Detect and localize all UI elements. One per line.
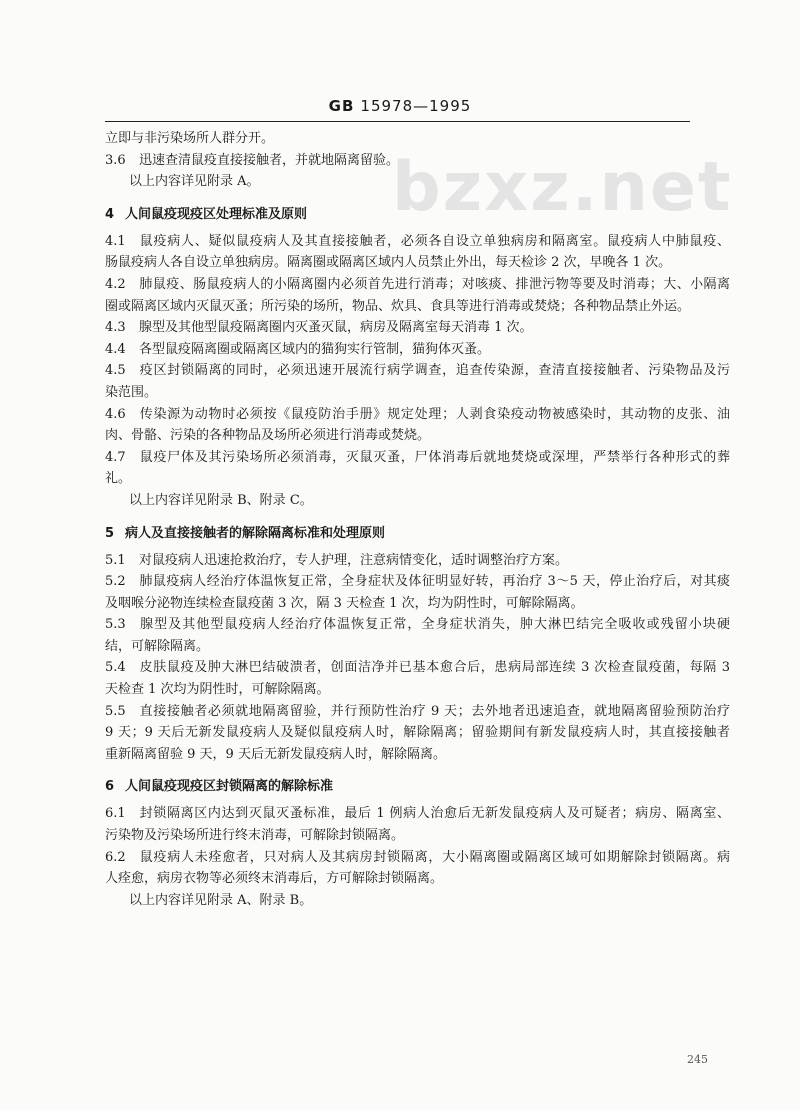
clause-number: 4.5: [105, 363, 126, 379]
clause-text: 各型鼠疫隔离圈或隔离区域内的猫狗实行管制，猫狗体灭蚤。: [139, 341, 491, 357]
clause-text: 封锁隔离区内达到灭鼠灭蚤标准，最后 1 例病人治愈后无新发鼠疫病人及可疑者；病房、隔离室、: [139, 806, 730, 822]
clause-number: 4.7: [105, 449, 126, 465]
clause-text: 迅速查清鼠疫直接接触者，并就地隔离留验。: [139, 152, 400, 168]
section-title: 病人及直接接触者的解除隔离标准和处理原则: [125, 525, 386, 541]
clause-number: 3.6: [105, 152, 126, 168]
clause-5-3: [105, 614, 730, 636]
section-heading-6: [105, 776, 730, 797]
clause-text: 肺鼠疫、肠鼠疫病人的小隔离圈内必须首先进行消毒；对咳痰、排泄污物等要及时消毒；大、小隔离: [139, 276, 730, 292]
clause-text: 传染源为动物时必须按《鼠疫防治手册》规定处理；人剥食染疫动物被感染时，其动物的皮张、油: [139, 406, 730, 422]
section-heading-5: [105, 523, 730, 544]
standard-prefix: GB: [328, 97, 355, 115]
clause-text: 皮肤鼠疫及肿大淋巴结破溃者，创面洁净并已基本愈合后，患病局部连续 3 次检查鼠疫菌，每隔 3: [139, 660, 730, 676]
clause-5-5: [105, 701, 730, 723]
clause-number: 6.1: [105, 806, 126, 822]
clause-number: 5.4: [105, 660, 126, 676]
text-line: 圈或隔离区域内灭鼠灭蚤；所污染的场所，物品、炊具、食具等进行消毒或焚烧；各种物品禁止外运。: [105, 298, 691, 314]
clause-text: 鼠疫病人、疑似鼠疫病人及其直接接触者，必须各自设立单独病房和隔离室。鼠疫病人中肺鼠疫、: [139, 233, 730, 249]
clause-4-4: [105, 339, 730, 361]
clause-4-1: [105, 231, 730, 253]
clause-number: 4.4: [105, 341, 126, 357]
clause-text: 腺型及其他型鼠疫隔离圈内灭蚤灭鼠，病房及隔离室每天消毒 1 次。: [139, 320, 533, 336]
clause-text: 对鼠疫病人迅速抢救治疗，专人护理，注意病情变化，适时调整治疗方案。: [139, 552, 569, 568]
clause-text: 疫区封锁隔离的同时，必须迅速开展流行病学调查，追查传染源，查清直接接触者、污染物品及污: [139, 363, 730, 379]
clause-5-1: [105, 550, 730, 572]
document-body: [105, 128, 730, 911]
clause-3-6: [105, 150, 730, 172]
clause-number: 5.1: [105, 552, 126, 568]
clause-4-7: [105, 447, 730, 469]
standard-number: 15978—1995: [360, 97, 472, 115]
clause-number: 5.5: [105, 703, 126, 719]
text-line: 重新隔离留验 9 天，9 天后无新发鼠疫病人时，解除隔离。: [105, 746, 446, 762]
clause-text: 鼠疫病人未痊愈者，只对病人及其病房封锁隔离，大小隔离圈或隔离区域可如期解除封锁隔离。病: [139, 849, 730, 865]
clause-4-3: [105, 317, 730, 339]
clause-5-4: [105, 657, 730, 679]
watermark: bzxz.net: [392, 148, 733, 227]
clause-number: 5.3: [105, 617, 126, 633]
text-line: 肠鼠疫病人各自设立单独病房。隔离圈或隔离区域内人员禁止外出，每天检诊 2 次，早晚各 1 次。: [105, 255, 672, 271]
text-line: 染范围。: [105, 384, 158, 400]
clause-text: 腺型及其他型鼠疫病人经治疗体温恢复正常，全身症状消失，肿大淋巴结完全吸收或残留小块硬: [139, 617, 730, 633]
text-line: 天检查 1 次均为阴性时，可解除隔离。: [105, 682, 330, 698]
clause-number: 4.2: [105, 276, 126, 292]
header-rule: [105, 121, 690, 122]
clause-text: 直接接触者必须就地隔离留验，并行预防性治疗 9 天；去外地者迅速追查，就地隔离留验预防治疗: [139, 703, 730, 719]
appendix-reference: 以上内容详见附录 A。: [129, 174, 260, 190]
section-number: 5: [105, 525, 115, 541]
text-line: 污染物及污染场所进行终末消毒，可解除封锁隔离。: [105, 828, 405, 844]
section-title: 人间鼠疫现疫区处理标准及原则: [125, 206, 308, 222]
clause-text: 鼠疫尸体及其污染场所必须消毒，灭鼠灭蚤，尸体消毒后就地焚烧或深埋，严禁举行各种形式的葬: [139, 449, 730, 465]
clause-6-2: [105, 847, 730, 869]
clause-4-2: [105, 274, 730, 296]
text-line: 人痊愈，病房衣物等必须终末消毒后，方可解除封锁隔离。: [105, 871, 444, 887]
standard-header: [0, 97, 800, 115]
appendix-reference: 以上内容详见附录 B、附录 C。: [129, 492, 313, 508]
clause-4-6: [105, 404, 730, 426]
clause-text: 肺鼠疫病人经治疗体温恢复正常，全身症状及体征明显好转，再治疗 3～5 天，停止治疗后，对其痰: [139, 574, 730, 590]
text-line: 立即与非污染场所人群分开。: [105, 131, 275, 146]
text-line: 肉、骨骼、污染的各种物品及场所必须进行消毒或焚烧。: [105, 428, 431, 444]
section-number: 6: [105, 779, 115, 795]
text-line: 结，可解除隔离。: [105, 638, 210, 654]
clause-number: 4.6: [105, 406, 126, 422]
clause-5-2: [105, 571, 730, 593]
clause-number: 4.1: [105, 233, 126, 249]
section-number: 4: [105, 206, 115, 222]
section-heading-4: [105, 204, 730, 225]
section-title: 人间鼠疫现疫区封锁隔离的解除标准: [125, 779, 334, 795]
text-line: 9 天；9 天后无新发鼠疫病人及疑似鼠疫病人时，解除隔离；留验期间有新发鼠疫病人时，其直接接触者: [105, 725, 730, 741]
clause-number: 5.2: [105, 574, 126, 590]
text-line: 及咽喉分泌物连续检查鼠疫菌 3 次，隔 3 天检查 1 次，均为阴性时，可解除隔离。: [105, 595, 584, 611]
text-line: 礼。: [105, 471, 132, 487]
clause-4-5: [105, 360, 730, 382]
clause-6-1: [105, 803, 730, 825]
appendix-reference: 以上内容详见附录 A、附录 B。: [129, 892, 313, 908]
clause-number: 6.2: [105, 849, 126, 865]
page-number: 245: [687, 1053, 708, 1066]
clause-number: 4.3: [105, 320, 126, 336]
